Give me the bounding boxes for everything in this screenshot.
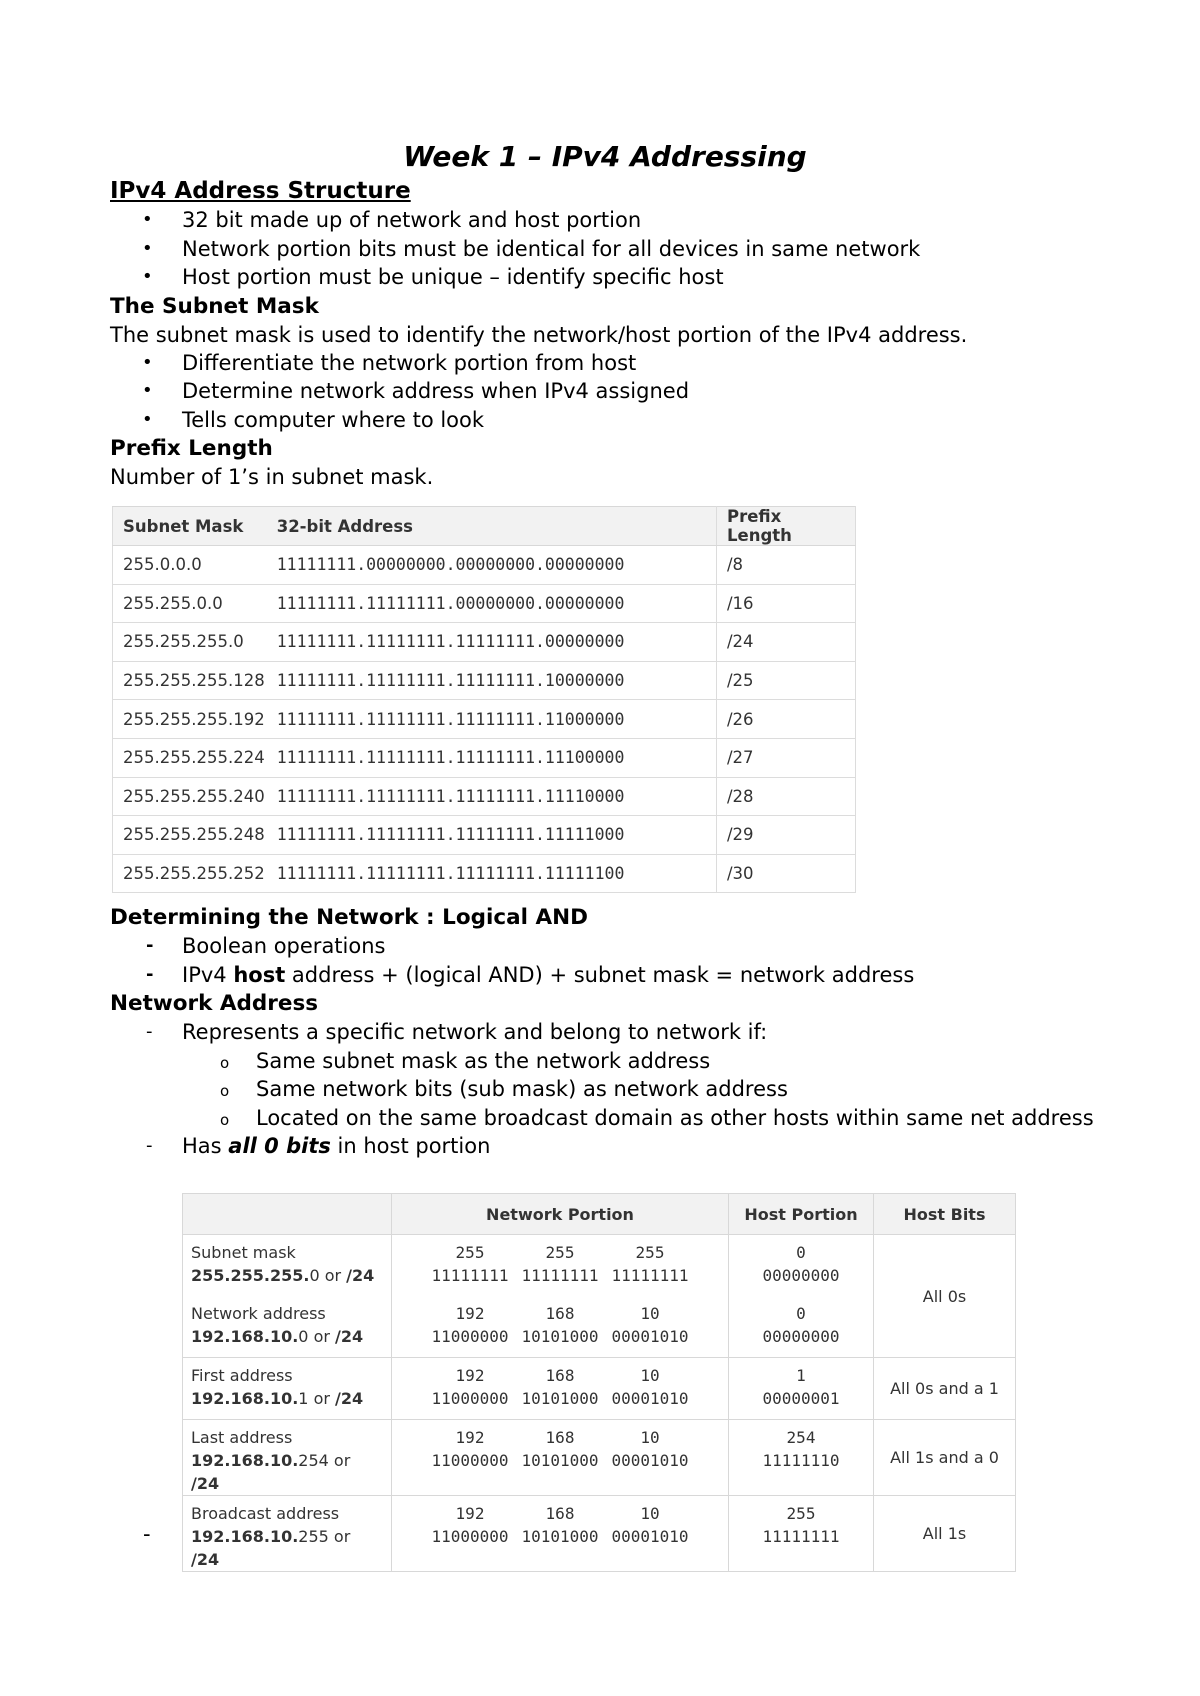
column-header: 32-bit Address (275, 507, 717, 546)
binary-address-cell: 11111111.11111111.11111111.10000000 (275, 661, 717, 700)
prefix-length-cell: /26 (717, 700, 856, 739)
octet-binary: 00001010 (611, 1527, 689, 1546)
heading-structure: IPv4 Address Structure (110, 178, 411, 204)
address-value: 192.168.10.255 or /24 (191, 1527, 351, 1569)
octet-decimal: 192 (455, 1366, 485, 1385)
list-item: - Has all 0 bits in host portion (146, 1134, 491, 1158)
address-label-cell (183, 1235, 392, 1297)
list-item: • Host portion must be unique – identify specific host (142, 265, 724, 289)
host-portion-cell (729, 1235, 874, 1297)
network-portion-cell (392, 1496, 729, 1572)
table-header-row (183, 1194, 1016, 1235)
binary-address-cell: 11111111.11111111.11111111.11100000 (275, 738, 717, 777)
octet-decimal: 255 (635, 1243, 665, 1262)
host-bits-cell: All 0s (874, 1235, 1016, 1358)
prefix-length-cell: /29 (717, 816, 856, 855)
address-value: 192.168.10.254 or /24 (191, 1451, 351, 1493)
network-portion-cell (392, 1235, 729, 1297)
host-bits-cell: All 1s (874, 1496, 1016, 1572)
column-header: Subnet Mask (113, 507, 275, 546)
octet-decimal: 168 (545, 1304, 575, 1323)
prefix-length-cell: /8 (717, 546, 856, 585)
address-label-cell (183, 1496, 392, 1572)
binary-address-cell: 11111111.11111111.00000000.00000000 (275, 584, 717, 623)
column-header: Host Bits (874, 1194, 1016, 1235)
octet-decimal: 255 (455, 1243, 485, 1262)
host-binary: 00000000 (762, 1266, 840, 1285)
binary-address-cell: 11111111.11111111.11111111.11111100 (275, 854, 717, 893)
binary-address-cell: 11111111.11111111.11111111.11110000 (275, 777, 717, 816)
subnet-mask-cell: 255.255.0.0 (113, 584, 275, 623)
heading-network-address: Network Address (110, 991, 319, 1016)
address-value: 192.168.10.0 or /24 (191, 1327, 364, 1346)
list-item: - IPv4 host address + (logical AND) + subnet mask = network address (146, 962, 915, 987)
octet-binary: 10101000 (521, 1389, 599, 1408)
heading-prefix-length: Prefix Length (110, 436, 273, 461)
octet-binary: 10101000 (521, 1451, 599, 1470)
table-row (113, 623, 856, 662)
address-label: Subnet mask (191, 1243, 296, 1262)
column-header (183, 1194, 392, 1235)
logical-and-list (110, 932, 1100, 989)
octet-binary: 00001010 (611, 1389, 689, 1408)
list-item: - Represents a specific network and belong to network if: (146, 1020, 768, 1044)
octet-decimal: 192 (455, 1428, 485, 1447)
octet-decimal: 10 (640, 1304, 660, 1323)
prefix-length-cell: /28 (717, 777, 856, 816)
table-row (113, 816, 856, 855)
page-title: Week 1 – IPv4 Addressing (403, 140, 807, 173)
column-header: Network Portion (392, 1194, 729, 1235)
host-decimal: 1 (796, 1366, 806, 1385)
binary-address-cell: 11111111.11111111.11111111.11000000 (275, 700, 717, 739)
list-item: - Boolean operations (146, 934, 386, 958)
table-row (113, 854, 856, 893)
sub-list-item: o Same subnet mask as the network address (220, 1048, 711, 1073)
host-decimal: 254 (786, 1428, 816, 1447)
subnet-mask-cell: 255.255.255.192 (113, 700, 275, 739)
octet-decimal: 10 (640, 1366, 660, 1385)
subnet-mask-cell: 255.255.255.0 (113, 623, 275, 662)
octet-decimal: 192 (455, 1504, 485, 1523)
list-item: • Differentiate the network portion from host (142, 350, 637, 375)
octet-decimal: 10 (640, 1504, 660, 1523)
table-row (183, 1420, 1016, 1496)
list-item: • Determine network address when IPv4 assigned (142, 379, 690, 403)
list-item: • Tells computer where to look (142, 407, 485, 432)
list-item: • 32 bit made up of network and host portion (142, 208, 642, 232)
octet-binary: 11111111 (431, 1266, 509, 1285)
octet-decimal: 10 (640, 1428, 660, 1447)
host-decimal: 0 (796, 1304, 806, 1323)
address-label: Last address (191, 1428, 293, 1447)
subnet-mask-cell: 255.255.255.128 (113, 661, 275, 700)
address-label-cell (183, 1358, 392, 1420)
table-row (183, 1235, 1016, 1297)
octet-binary: 11000000 (431, 1451, 509, 1470)
address-label: Network address (191, 1304, 326, 1323)
table-row (113, 700, 856, 739)
prefix-length-cell: /25 (717, 661, 856, 700)
octet-binary: 11000000 (431, 1389, 509, 1408)
host-binary: 00000001 (762, 1389, 840, 1408)
table-row (113, 777, 856, 816)
subnet-mask-cell: 255.255.255.224 (113, 738, 275, 777)
sub-list-item: o Same network bits (sub mask) as network address (220, 1077, 788, 1101)
address-label: Broadcast address (191, 1504, 340, 1523)
subnet-mask-list (110, 349, 1100, 435)
host-portion-cell (729, 1358, 874, 1420)
column-header: Host Portion (729, 1194, 874, 1235)
table-row (113, 661, 856, 700)
structure-list (110, 206, 1100, 292)
network-address-list (110, 1018, 1100, 1161)
table-row (113, 738, 856, 777)
table-row (113, 546, 856, 585)
subnet-mask-cell: 255.0.0.0 (113, 546, 275, 585)
octet-binary: 11111111 (611, 1266, 689, 1285)
binary-address-cell: 11111111.11111111.11111111.11111000 (275, 816, 717, 855)
prefix-length-cell: /24 (717, 623, 856, 662)
octet-decimal: 168 (545, 1428, 575, 1447)
subnet-mask-cell: 255.255.255.252 (113, 854, 275, 893)
octet-binary: 11000000 (431, 1327, 509, 1346)
address-label-cell (183, 1296, 392, 1358)
octet-binary: 10101000 (521, 1527, 599, 1546)
octet-decimal: 255 (545, 1243, 575, 1262)
host-binary: 11111110 (762, 1451, 840, 1470)
prefix-length-cell: /27 (717, 738, 856, 777)
sub-list-item: o Located on the same broadcast domain as other hosts within same net address (220, 1105, 1094, 1130)
network-address-table (182, 1193, 1016, 1572)
octet-binary: 11111111 (521, 1266, 599, 1285)
host-portion-cell (729, 1296, 874, 1358)
list-item: • Network portion bits must be identical for all devices in same network (142, 236, 921, 261)
address-value: 255.255.255.0 or /24 (191, 1266, 375, 1285)
network-portion-cell (392, 1358, 729, 1420)
prefix-length-cell: /30 (717, 854, 856, 893)
octet-binary: 11000000 (431, 1527, 509, 1546)
trailing-dash: - (143, 1522, 151, 1546)
octet-binary: 00001010 (611, 1327, 689, 1346)
subnet-mask-text: The subnet mask is used to identify the network/host portion of the IPv4 address. (110, 322, 968, 347)
host-decimal: 0 (796, 1243, 806, 1262)
host-binary: 00000000 (762, 1327, 840, 1346)
heading-subnet-mask: The Subnet Mask (110, 293, 319, 319)
octet-binary: 10101000 (521, 1327, 599, 1346)
subnet-mask-cell: 255.255.255.240 (113, 777, 275, 816)
table-row (183, 1496, 1016, 1572)
host-binary: 11111111 (762, 1527, 840, 1546)
host-decimal: 255 (786, 1504, 816, 1523)
heading-logical-and: Determining the Network : Logical AND (110, 905, 588, 930)
table-row (183, 1358, 1016, 1420)
table-header-row (113, 507, 856, 546)
octet-decimal: 168 (545, 1366, 575, 1385)
table-row (113, 584, 856, 623)
prefix-text: Number of 1’s in subnet mask. (110, 465, 434, 489)
network-portion-cell (392, 1296, 729, 1358)
host-bits-cell: All 0s and a 1 (874, 1358, 1016, 1420)
host-portion-cell (729, 1496, 874, 1572)
address-value: 192.168.10.1 or /24 (191, 1389, 364, 1408)
host-bits-cell: All 1s and a 0 (874, 1420, 1016, 1496)
address-label: First address (191, 1366, 293, 1385)
binary-address-cell: 11111111.00000000.00000000.00000000 (275, 546, 717, 585)
network-portion-cell (392, 1420, 729, 1496)
octet-decimal: 168 (545, 1504, 575, 1523)
host-portion-cell (729, 1420, 874, 1496)
subnet-mask-cell: 255.255.255.248 (113, 816, 275, 855)
octet-decimal: 192 (455, 1304, 485, 1323)
prefix-length-table (112, 506, 856, 893)
binary-address-cell: 11111111.11111111.11111111.00000000 (275, 623, 717, 662)
column-header: Prefix Length (717, 507, 856, 546)
prefix-length-cell: /16 (717, 584, 856, 623)
address-label-cell (183, 1420, 392, 1496)
octet-binary: 00001010 (611, 1451, 689, 1470)
